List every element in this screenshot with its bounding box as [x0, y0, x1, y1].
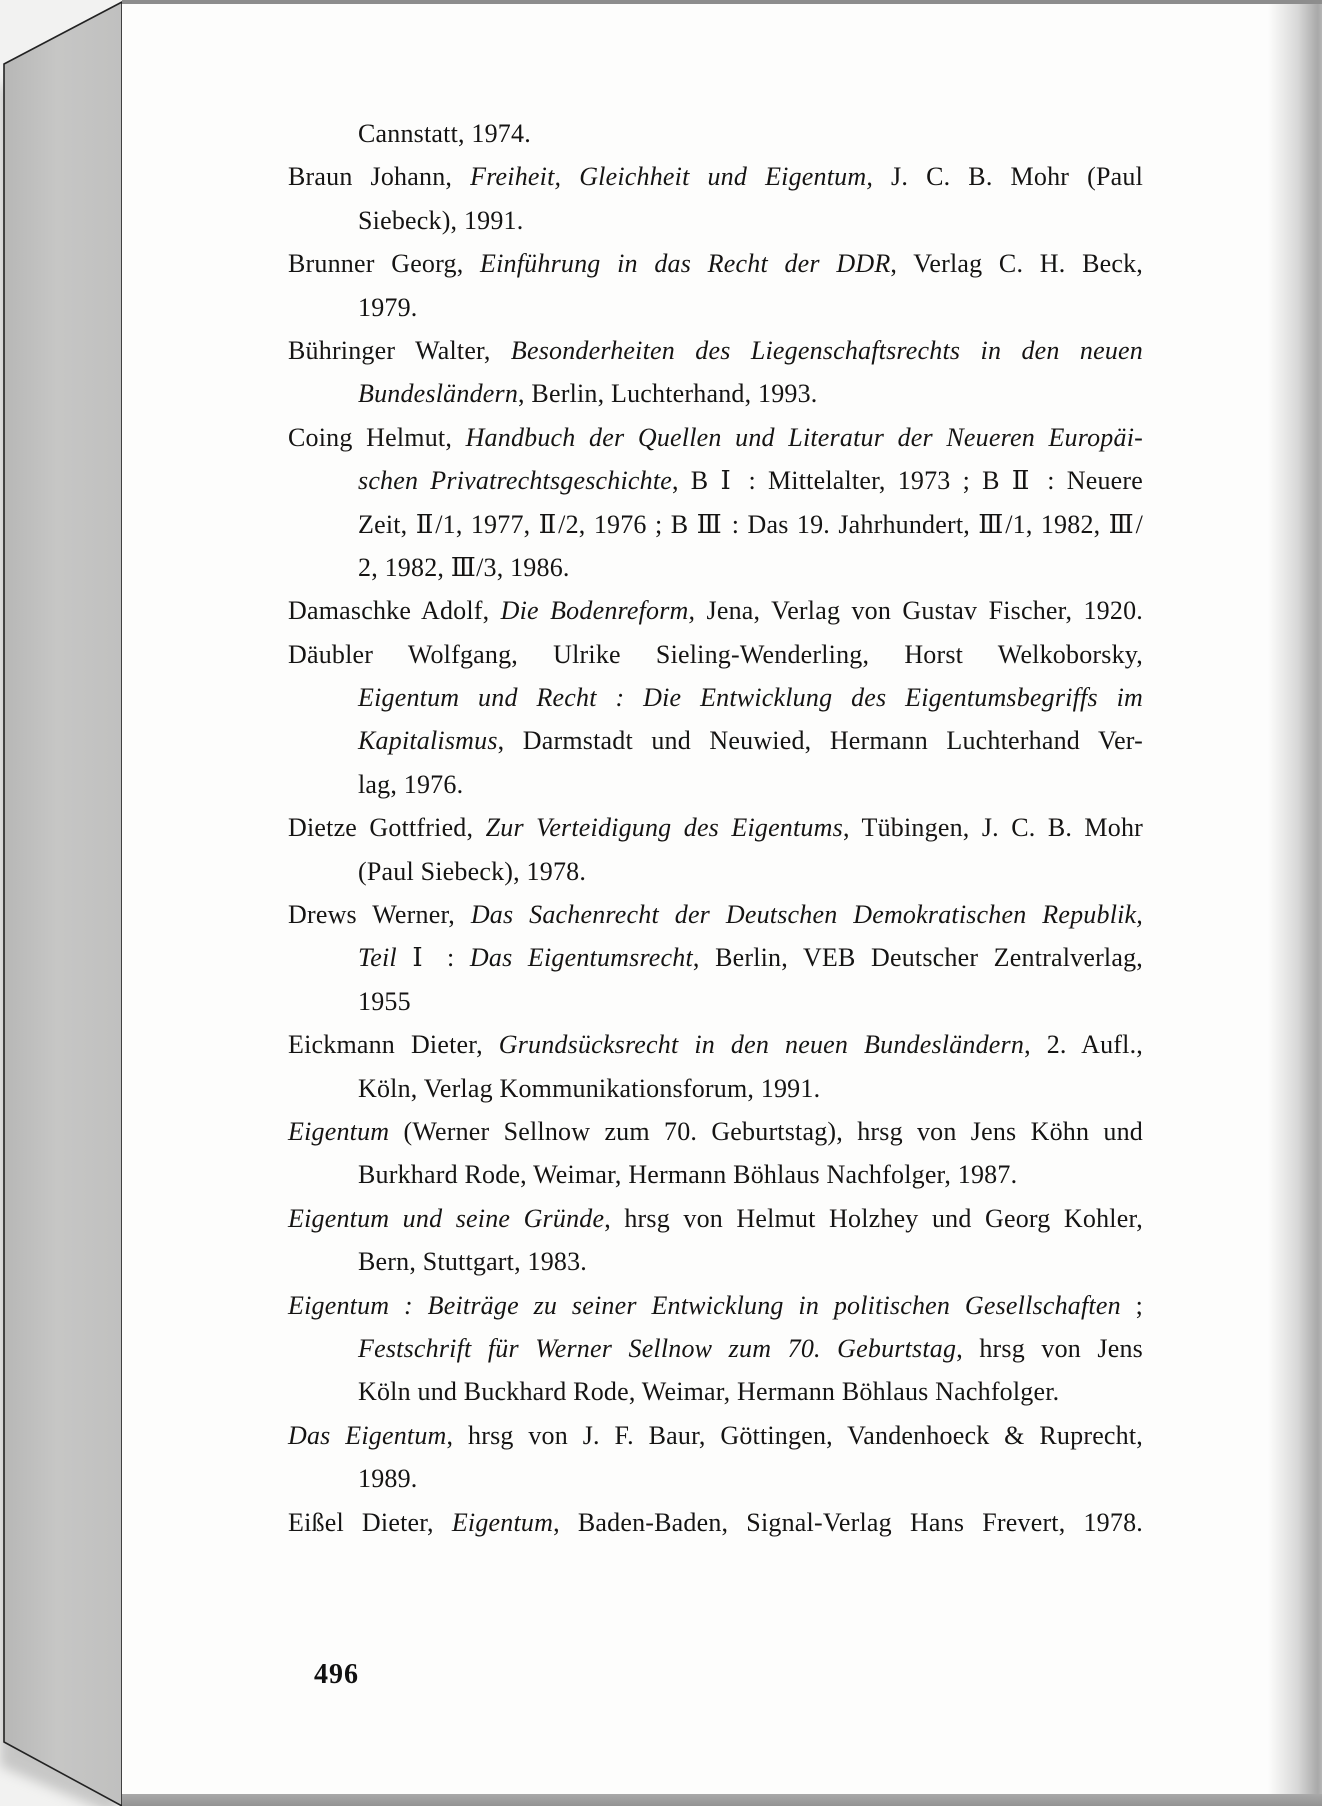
bib-text-segment: , Darmstadt und Neuwied, Hermann Luchterhand Ver- — [497, 726, 1143, 756]
bib-line — [358, 1327, 1143, 1370]
bib-italic-segment: Bundesländern — [358, 379, 519, 409]
bib-italic-segment: Eigentum — [288, 1116, 390, 1146]
bib-line — [358, 1067, 1143, 1110]
bib-text-segment: Eickmann Dieter, — [288, 1030, 499, 1060]
bib-text-segment: Köln, Verlag Kommunikationsforum, 1991. — [358, 1073, 821, 1103]
bib-line — [358, 719, 1143, 762]
bib-italic-segment: Das Eigentum — [288, 1420, 447, 1450]
bib-text-segment: , B Ⅰ : Mittelalter, 1973 ; B Ⅱ : Neuere — [672, 466, 1143, 496]
bib-text-segment: , Baden-Baden, Signal-Verlag Hans Frevert, 1978. — [553, 1507, 1143, 1537]
bib-line — [288, 1414, 1143, 1457]
bib-line — [358, 286, 1143, 329]
bib-italic-segment: Das Sachenrecht der Deutschen Demokratischen Republik, — [470, 900, 1143, 930]
bib-line — [288, 806, 1143, 849]
bib-line — [288, 1284, 1143, 1327]
bib-italic-segment: Kapitalismus — [358, 726, 498, 756]
fore-edge-face — [4, 2, 122, 1806]
bib-line — [358, 546, 1143, 589]
bib-line — [288, 329, 1143, 372]
bib-italic-segment: Eigentum und Recht : Die Entwicklung des Eigentumsbegriffs im — [358, 683, 1143, 713]
bib-text-segment: 1989. — [358, 1464, 418, 1494]
bib-italic-segment: Eigentum und seine Gründe — [288, 1203, 605, 1233]
bib-line — [288, 1501, 1143, 1544]
bib-line — [358, 936, 1143, 979]
bib-text-segment: J. C. B. Mohr (Paul — [873, 162, 1144, 192]
bib-text-segment: , hrsg von Helmut Holzhey und Georg Kohler, — [604, 1203, 1143, 1233]
page-curvature-shadow — [1268, 4, 1322, 1794]
bib-text-segment: Jena, Verlag von Gustav Fischer, 1920. — [695, 596, 1143, 626]
bib-italic-segment: Teil — [358, 943, 397, 973]
bib-italic-segment: Besonderheiten des Liegenschaftsrechts in den neuen — [510, 335, 1143, 365]
bib-text-segment: , Berlin, Luchterhand, 1993. — [518, 379, 818, 409]
bib-line — [288, 416, 1143, 459]
bib-line — [358, 459, 1143, 502]
bib-text-segment: (Werner Sellnow zum 70. Geburtstag), hrsg von Jens Köhn und — [389, 1116, 1143, 1146]
bib-line — [358, 1370, 1143, 1413]
bibliography-list — [122, 4, 1322, 1544]
bib-text-segment: , Tübingen, J. C. B. Mohr — [842, 813, 1143, 843]
bib-italic-segment: Das Eigentumsrecht — [469, 943, 693, 973]
bib-line — [358, 503, 1143, 546]
bib-italic-segment: Festschrift für Werner Sellnow zum 70. Geburtstag — [358, 1333, 957, 1363]
bib-text-segment: , Berlin, VEB Deutscher Zentralverlag, — [692, 943, 1143, 973]
bib-text-segment: , hrsg von J. F. Baur, Göttingen, Vandenhoeck & Ruprecht, — [446, 1420, 1143, 1450]
bib-line — [358, 112, 1143, 155]
bib-line — [288, 155, 1143, 198]
bib-text-segment: Siebeck), 1991. — [358, 205, 524, 235]
bib-text-segment: Braun Johann, — [288, 162, 471, 192]
bib-text-segment: Brunner Georg, — [288, 249, 481, 279]
bib-line — [288, 1110, 1143, 1153]
bib-text-segment: Coing Helmut, — [288, 422, 466, 452]
bib-line — [358, 676, 1143, 719]
bib-line — [288, 589, 1143, 632]
bib-text-segment: ; — [1120, 1290, 1143, 1320]
bib-text-segment: lag, 1976. — [358, 769, 464, 799]
page-number: 496 — [314, 1659, 359, 1690]
bib-text-segment: Ⅰ : — [396, 943, 470, 973]
bib-line — [288, 1197, 1143, 1240]
bib-italic-segment: Eigentum : Beiträge zu seiner Entwicklung in politischen Gesellschaften — [288, 1290, 1121, 1320]
bib-text-segment: 2, 1982, Ⅲ/3, 1986. — [358, 552, 570, 582]
bib-text-segment: Burkhard Rode, Weimar, Hermann Böhlaus Nachfolger, 1987. — [358, 1160, 1018, 1190]
bib-line — [288, 1023, 1143, 1066]
bib-line — [358, 763, 1143, 806]
bib-italic-segment: Eigentum — [451, 1507, 554, 1537]
bib-line — [288, 242, 1143, 285]
bib-italic-segment: schen Privatrechtsgeschichte — [358, 466, 672, 496]
bib-text-segment: Zeit, Ⅱ/1, 1977, Ⅱ/2, 1976 ; B Ⅲ : Das 19. Jahrhundert, Ⅲ/1, 1982, Ⅲ/ — [358, 509, 1143, 539]
scan-bottom-edge — [122, 1794, 1322, 1806]
bib-text-segment: Eißel Dieter, — [288, 1507, 452, 1537]
bib-text-segment: Bern, Stuttgart, 1983. — [358, 1247, 587, 1277]
bib-line — [288, 893, 1143, 936]
page — [122, 0, 1322, 1794]
bib-italic-segment: Die Bodenreform, — [500, 596, 696, 626]
bib-line — [358, 372, 1143, 415]
bib-italic-segment: Handbuch der Quellen und Literatur der Neueren Europäi- — [465, 422, 1143, 452]
bib-italic-segment: Grundsücksrecht in den neuen Bundesländern — [498, 1030, 1025, 1060]
bib-text-segment: Köln und Buckhard Rode, Weimar, Hermann Böhlaus Nachfolger. — [358, 1377, 1060, 1407]
bib-italic-segment: Zur Verteidigung des Eigentums — [485, 813, 843, 843]
bib-text-segment: Cannstatt, 1974. — [358, 119, 531, 148]
bib-text-segment: Däubler Wolfgang, Ulrike Sieling-Wenderling, Horst Welkoborsky, — [288, 639, 1143, 669]
bib-italic-segment: Einführung in das Recht der DDR — [480, 249, 891, 279]
bib-text-segment: , Verlag C. H. Beck, — [890, 249, 1143, 279]
bib-text-segment: Damaschke Adolf, — [288, 596, 501, 626]
bib-text-segment: Dietze Gottfried, — [288, 813, 486, 843]
bib-text-segment: 1955 — [358, 986, 411, 1016]
bib-text-segment: , 2. Aufl., — [1024, 1030, 1143, 1060]
bib-line — [358, 1153, 1143, 1196]
bib-text-segment: Bühringer Walter, — [288, 335, 511, 365]
bib-line — [358, 850, 1143, 893]
bib-text-segment: (Paul Siebeck), 1978. — [358, 856, 587, 886]
bib-text-segment: 1979. — [358, 292, 418, 322]
bib-text-segment: , hrsg von Jens — [956, 1333, 1143, 1363]
bib-line — [358, 1240, 1143, 1283]
bib-italic-segment: Freiheit, Gleichheit und Eigentum, — [470, 162, 874, 192]
bib-line — [358, 980, 1143, 1023]
bib-text-segment: Drews Werner, — [288, 900, 471, 930]
bib-line — [358, 1457, 1143, 1500]
bib-line — [288, 633, 1143, 676]
bib-line — [358, 199, 1143, 242]
